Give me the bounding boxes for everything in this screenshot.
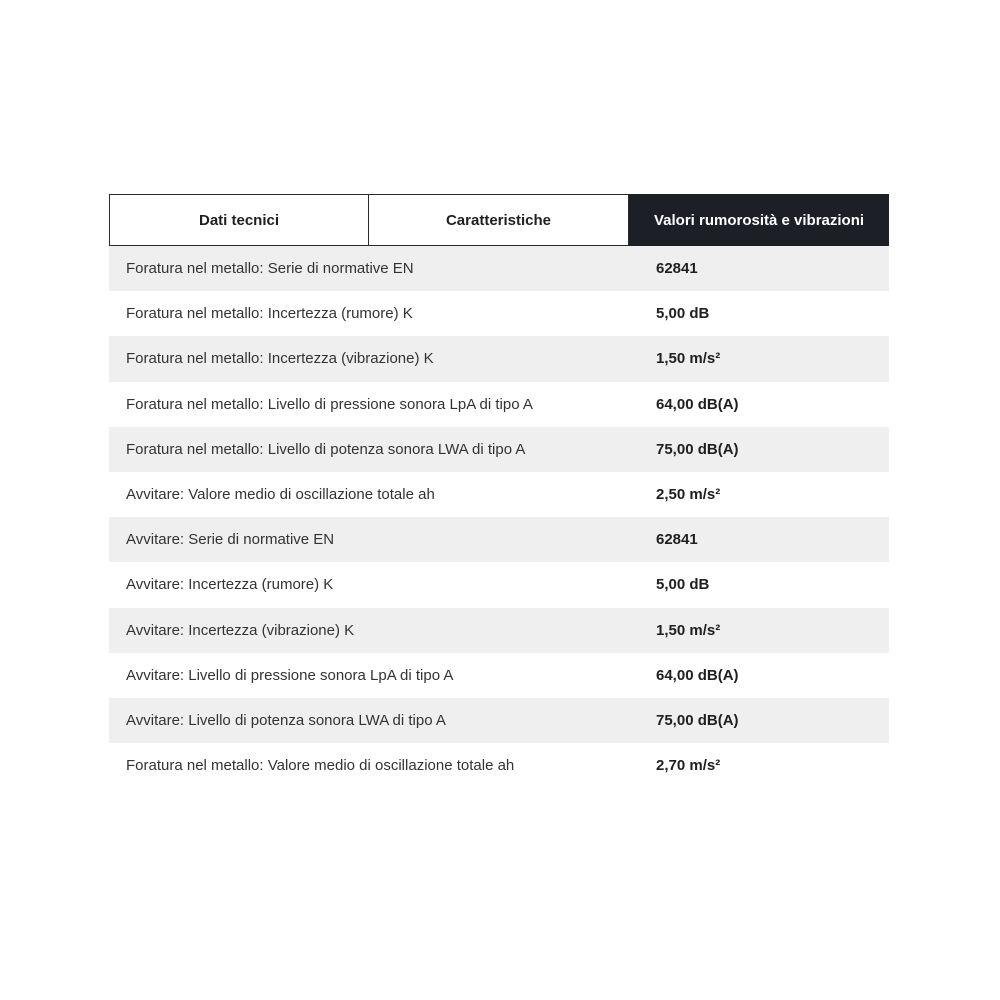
- table-row: [109, 517, 889, 562]
- table-row: [109, 562, 889, 607]
- row-value: 75,00 dB(A): [656, 440, 739, 458]
- row-value: 2,70 m/s²: [656, 757, 721, 775]
- row-value: 1,50 m/s²: [656, 350, 721, 368]
- row-value: 62841: [656, 260, 698, 278]
- table-row: [109, 246, 889, 291]
- row-value: 64,00 dB(A): [656, 395, 739, 413]
- row-label: Foratura nel metallo: Incertezza (rumore) K: [126, 305, 413, 323]
- row-label: Avvitare: Livello di potenza sonora LWA di tipo A: [126, 711, 446, 729]
- row-label: Avvitare: Serie di normative EN: [126, 531, 335, 549]
- row-label: Avvitare: Incertezza (vibrazione) K: [126, 621, 355, 639]
- row-label: Foratura nel metallo: Serie di normative EN: [126, 260, 414, 278]
- table-row: [109, 427, 889, 472]
- row-value: 5,00 dB: [656, 576, 710, 594]
- row-value: 5,00 dB: [656, 305, 710, 323]
- tab-caratteristiche[interactable]: Caratteristiche: [369, 194, 629, 246]
- table-row: [109, 608, 889, 653]
- row-label: Foratura nel metallo: Livello di pressione sonora LpA di tipo A: [126, 395, 533, 413]
- row-label: Foratura nel metallo: Livello di potenza sonora LWA di tipo A: [126, 440, 526, 458]
- table-row: [109, 698, 889, 743]
- table-row: [109, 291, 889, 336]
- row-value: 62841: [656, 531, 698, 549]
- row-label: Foratura nel metallo: Valore medio di oscillazione totale ah: [126, 757, 515, 775]
- row-label: Foratura nel metallo: Incertezza (vibrazione) K: [126, 350, 434, 368]
- table-row: [109, 336, 889, 381]
- row-value: 75,00 dB(A): [656, 711, 739, 729]
- row-value: 1,50 m/s²: [656, 621, 721, 639]
- row-label: Avvitare: Valore medio di oscillazione totale ah: [126, 486, 435, 504]
- table-row: [109, 743, 889, 788]
- spec-table: [109, 194, 889, 788]
- tab-bar: [109, 194, 889, 246]
- table-row: [109, 382, 889, 427]
- row-label: Avvitare: Livello di pressione sonora LpA di tipo A: [126, 666, 454, 684]
- spec-rows: [109, 246, 889, 788]
- table-row: [109, 472, 889, 517]
- tab-valori-rumorosita-vibrazioni[interactable]: Valori rumorosità e vibrazioni: [629, 194, 889, 246]
- row-label: Avvitare: Incertezza (rumore) K: [126, 576, 334, 594]
- tab-dati-tecnici[interactable]: Dati tecnici: [109, 194, 369, 246]
- table-row: [109, 653, 889, 698]
- row-value: 2,50 m/s²: [656, 486, 721, 504]
- row-value: 64,00 dB(A): [656, 666, 739, 684]
